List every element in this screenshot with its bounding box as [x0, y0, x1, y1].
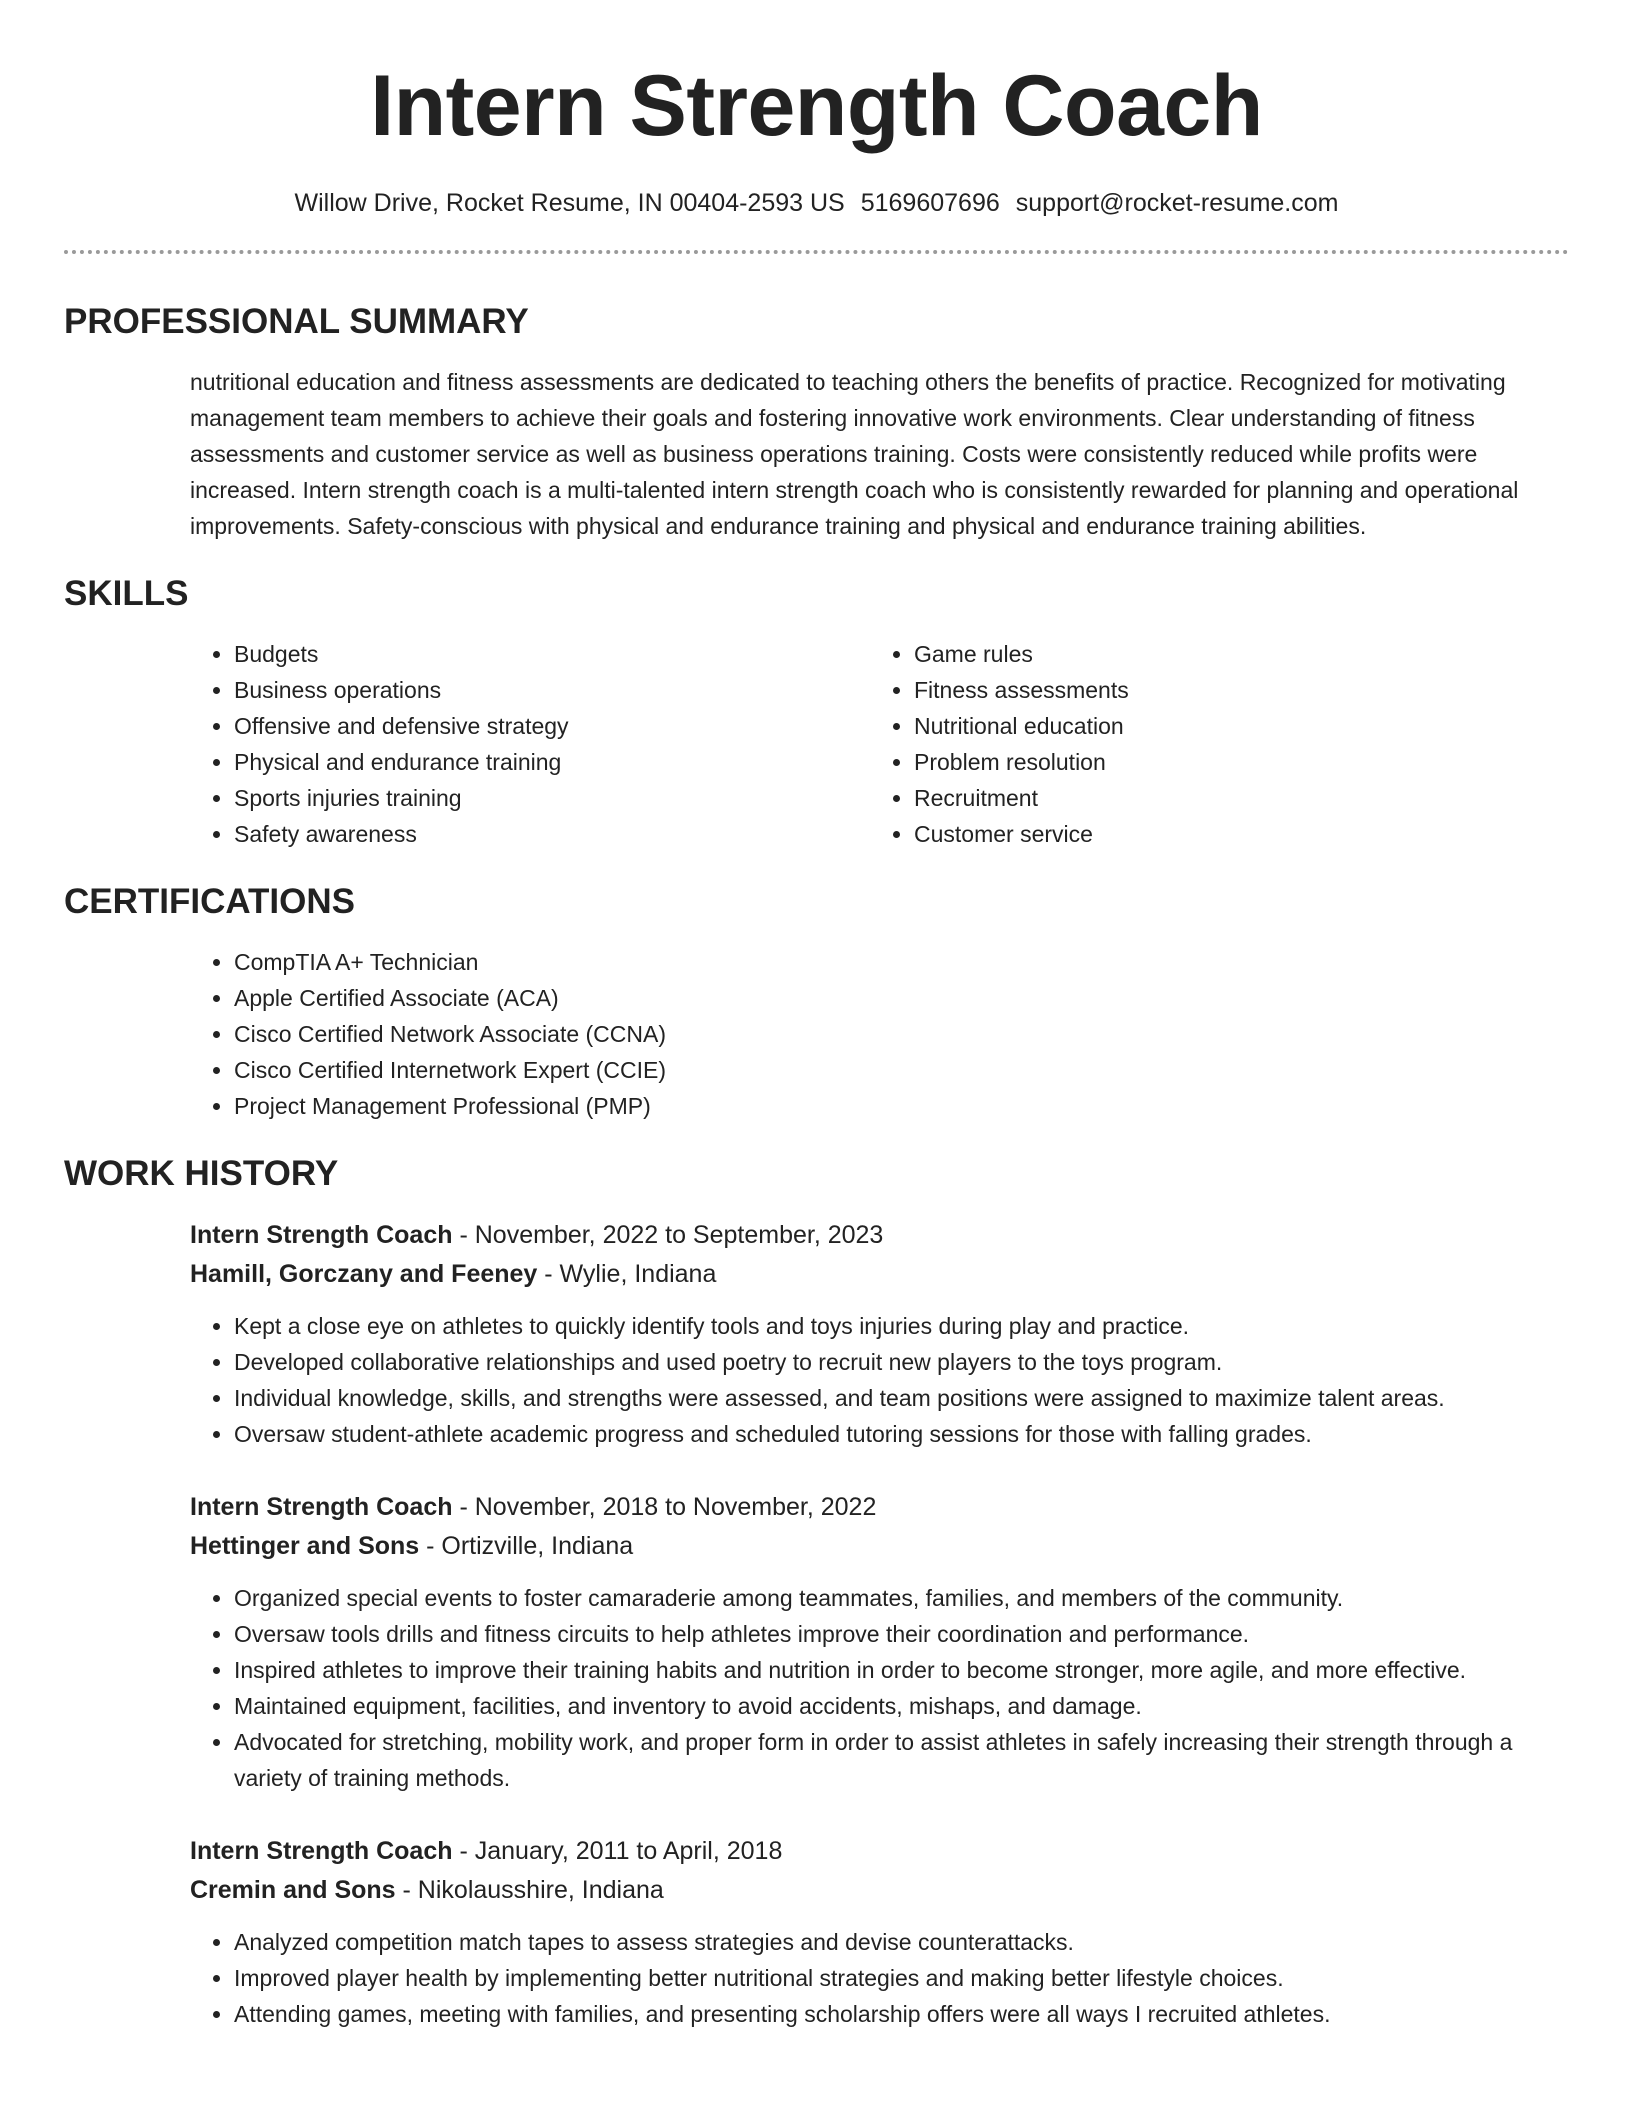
- certifications-heading: CERTIFICATIONS: [64, 882, 356, 921]
- certification-item: • Project Management Professional (PMP): [234, 1088, 1569, 1124]
- skill-item: • Game rules: [914, 636, 1550, 672]
- job-location: - Ortizville, Indiana: [419, 1532, 634, 1560]
- skill-item: • Offensive and defensive strategy: [234, 708, 870, 744]
- certification-item: • CompTIA A+ Technician: [234, 944, 1569, 980]
- skill-item: • Nutritional education: [914, 708, 1550, 744]
- job-company-line: [190, 1255, 1569, 1294]
- certification-item: • Apple Certified Associate (ACA): [234, 980, 1569, 1016]
- skill-item: • Recruitment: [914, 780, 1550, 816]
- job-role: Intern Strength Coach: [190, 1493, 453, 1521]
- skill-item: • Problem resolution: [914, 744, 1550, 780]
- job-company: Hettinger and Sons: [190, 1532, 420, 1560]
- job-entry: [190, 1488, 1569, 1796]
- job-duties: [190, 1580, 1569, 1796]
- job-entry: [190, 1216, 1569, 1452]
- job-company-line: [190, 1871, 1569, 1910]
- job-duty: • Oversaw student-athlete academic progress and scheduled tutoring sessions for those with falling grades.: [234, 1416, 1569, 1452]
- certifications-list: [190, 944, 1569, 1124]
- job-duty: • Attending games, meeting with families, and presenting scholarship offers were all ways I recruited athletes.: [234, 1996, 1569, 2032]
- certification-item: • Cisco Certified Network Associate (CCNA): [234, 1016, 1569, 1052]
- skill-item: • Fitness assessments: [914, 672, 1550, 708]
- job-dates: - November, 2018 to November, 2022: [452, 1493, 877, 1521]
- certification-item: • Cisco Certified Internetwork Expert (CCIE): [234, 1052, 1569, 1088]
- skills-list: [190, 636, 1569, 852]
- job-duty: • Organized special events to foster camaraderie among teammates, families, and members of the community.: [234, 1580, 1569, 1616]
- skill-item: • Budgets: [234, 636, 870, 672]
- job-company: Hamill, Gorczany and Feeney: [190, 1260, 538, 1288]
- skill-item: • Safety awareness: [234, 816, 870, 852]
- skills-column-right: [870, 636, 1550, 852]
- job-duty: • Kept a close eye on athletes to quickly identify tools and toys injuries during play and practice.: [234, 1308, 1569, 1344]
- job-title-line: [190, 1488, 1569, 1527]
- job-role: Intern Strength Coach: [190, 1837, 453, 1865]
- job-duty: • Developed collaborative relationships and used poetry to recruit new players to the toys program.: [234, 1344, 1569, 1380]
- job-duties: [190, 1308, 1569, 1452]
- job-location: - Nikolausshire, Indiana: [395, 1876, 664, 1904]
- contact-address: Willow Drive, Rocket Resume, IN 00404-2593 US: [294, 189, 845, 217]
- job-duty: • Improved player health by implementing better nutritional strategies and making better lifestyle choices.: [234, 1960, 1569, 1996]
- job-duty: • Individual knowledge, skills, and strengths were assessed, and team positions were assigned to maximize talent areas.: [234, 1380, 1569, 1416]
- skill-item: • Customer service: [914, 816, 1550, 852]
- job-dates: - January, 2011 to April, 2018: [452, 1837, 783, 1865]
- summary-text: nutritional education and fitness assessments are dedicated to teaching others the benefits of practice. Recognized for motivating management team members to achieve their goals and fostering innovative work environments. Clear understanding of fitness assessments and customer service as well as business operations training. Costs were consistently reduced while profits were increased. Intern strength coach is a multi-talented intern strength coach who is consistently rewarded for planning and operational improvements. Safety-conscious with physical and endurance training and physical and endurance training abilities.: [190, 369, 1519, 539]
- job-company: Cremin and Sons: [190, 1876, 396, 1904]
- job-dates: - November, 2022 to September, 2023: [452, 1221, 884, 1249]
- candidate-name: Intern Strength Coach: [370, 58, 1263, 154]
- summary-heading: PROFESSIONAL SUMMARY: [64, 302, 529, 341]
- skills-heading: SKILLS: [64, 574, 189, 613]
- skill-item: • Physical and endurance training: [234, 744, 870, 780]
- job-duty: • Maintained equipment, facilities, and inventory to avoid accidents, mishaps, and damage.: [234, 1688, 1569, 1724]
- skill-item: • Sports injuries training: [234, 780, 870, 816]
- job-duty: • Advocated for stretching, mobility work, and proper form in order to assist athletes in safely increasing their strength through a variety of training methods.: [234, 1724, 1569, 1796]
- job-title-line: [190, 1832, 1569, 1871]
- job-duty: • Inspired athletes to improve their training habits and nutrition in order to become stronger, more agile, and more effective.: [234, 1652, 1569, 1688]
- work-history-heading: WORK HISTORY: [64, 1154, 339, 1193]
- skills-column-left: [190, 636, 870, 852]
- job-role: Intern Strength Coach: [190, 1221, 453, 1249]
- skill-item: • Business operations: [234, 672, 870, 708]
- job-company-line: [190, 1527, 1569, 1566]
- contact-line: [64, 186, 1569, 220]
- job-duty: • Oversaw tools drills and fitness circuits to help athletes improve their coordination and performance.: [234, 1616, 1569, 1652]
- resume-page: [64, 0, 1569, 2032]
- job-title-line: [190, 1216, 1569, 1255]
- job-location: - Wylie, Indiana: [537, 1260, 717, 1288]
- contact-phone: 5169607696: [860, 189, 1000, 217]
- job-duties: [190, 1924, 1569, 2032]
- job-duty: • Analyzed competition match tapes to assess strategies and devise counterattacks.: [234, 1924, 1569, 1960]
- contact-email: support@rocket-resume.com: [1015, 189, 1339, 217]
- header-divider: [64, 250, 1569, 254]
- job-entry: [190, 1832, 1569, 2032]
